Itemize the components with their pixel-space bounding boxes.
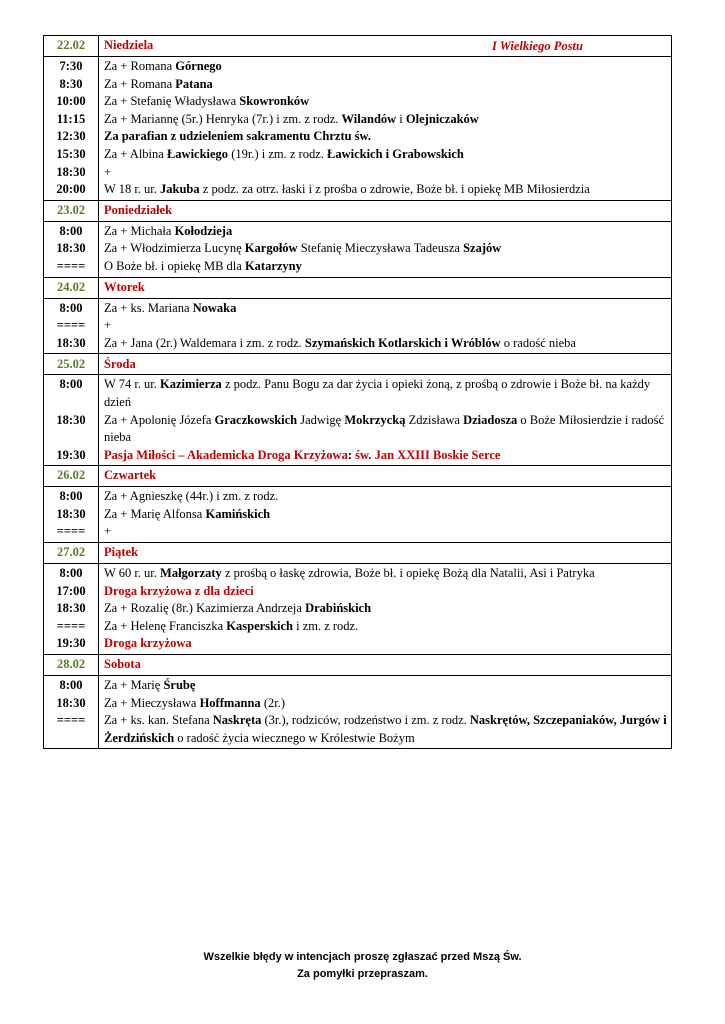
intention-text: z prośbą o łaskę zdrowia, Boże bł. i opiekę Bożą dla Natalii, Asi i Patryka — [221, 566, 595, 581]
name-emphasis: : — [347, 447, 356, 462]
footer-line-2: Za pomyłki przepraszam. — [297, 968, 428, 980]
name-emphasis: Górnego — [175, 59, 222, 73]
day-date: 27.02 — [44, 543, 99, 564]
name-emphasis: Mokrzycką — [344, 412, 406, 427]
day-header-row — [44, 36, 672, 57]
intention-text: Za + ks. Mariana — [104, 300, 193, 315]
mass-times — [44, 375, 99, 466]
day-name: Środa — [104, 356, 136, 371]
mass-time: 18:30 — [56, 335, 86, 350]
mass-time: 18:30 — [56, 164, 86, 179]
mass-time: ==== — [56, 258, 86, 273]
mass-times — [44, 57, 99, 201]
intentions — [99, 676, 672, 749]
mass-time: 8:00 — [59, 489, 83, 504]
mass-time: 18:30 — [56, 506, 86, 521]
mass-time: 18:30 — [56, 695, 86, 710]
intention-text: + — [104, 524, 112, 539]
highlight-text: Droga krzyżowa z dla dzieci — [104, 583, 254, 598]
day-date: 28.02 — [44, 655, 99, 676]
name-emphasis: Ławickiego — [166, 146, 229, 161]
day-name-cell — [99, 466, 672, 487]
intention-line — [104, 412, 667, 447]
intention-text: Za + Albina — [104, 146, 167, 161]
mass-time: ==== — [56, 318, 86, 333]
intention-text: Za + Włodzimierza Lucynę — [104, 241, 245, 256]
day-header-row — [44, 655, 672, 676]
name-emphasis: Nowaka — [192, 300, 237, 315]
intention-line — [104, 583, 667, 601]
intention-text: Za + Marię Alfonsa — [104, 506, 206, 521]
mass-time: 8:00 — [59, 566, 83, 581]
footer-line-1: Wszelkie błędy w intencjach proszę zgłaszać przed Mszą Św. — [203, 951, 522, 963]
day-name: Poniedziałek — [104, 202, 173, 217]
day-header-row — [44, 277, 672, 298]
intention-text: z podz. Panu Bogu za dar życia i opieki żoną, z prośbą o zdrowie i Boże bł. na każdy dzień — [104, 377, 651, 409]
intention-text: Za + Helenę Franciszka — [104, 618, 227, 633]
day-intentions-row — [44, 564, 672, 655]
intention-line — [104, 565, 667, 583]
intention-text: (19r.) i zm. z rodz. — [228, 146, 327, 161]
intention-text: W 60 r. ur. — [104, 566, 161, 581]
mass-times — [44, 676, 99, 749]
mass-time: 7:30 — [59, 59, 83, 73]
mass-time: ==== — [56, 713, 86, 728]
mass-time: 18:30 — [56, 601, 86, 616]
intention-line — [104, 58, 667, 76]
day-header-row — [44, 354, 672, 375]
name-emphasis: Szajów — [463, 241, 502, 256]
intention-line — [104, 258, 667, 276]
mass-time — [44, 429, 98, 447]
intention-text: Stefanię Mieczysława Tadeusza — [297, 241, 464, 256]
name-emphasis: Ławickich i Grabowskich — [327, 146, 464, 161]
name-emphasis: Śrubę — [163, 678, 196, 693]
mass-time: 17:00 — [56, 583, 86, 598]
highlight-text: Droga krzyżowa — [104, 636, 192, 651]
intention-text: Za + Mariannę (5r.) Henryka (7r.) i zm. z rodz. — [104, 111, 342, 126]
day-name-cell — [99, 543, 672, 564]
name-emphasis: Skowronków — [239, 94, 310, 109]
mass-times — [44, 221, 99, 277]
intention-text: Za + Mieczysława — [104, 695, 200, 710]
mass-time: 15:30 — [56, 146, 86, 161]
intention-text: W 74 r. ur. — [104, 377, 161, 392]
day-name-cell — [99, 200, 672, 221]
day-name-cell — [99, 277, 672, 298]
intention-text: z podz. za otrz. łaski i z prośba o zdrowie, Boże bł. i opiekę MB Miłosierdzia — [199, 182, 590, 197]
intentions — [99, 298, 672, 354]
intention-line — [104, 335, 667, 353]
mass-time: ==== — [56, 524, 86, 539]
intention-text: i zm. z rodz. — [292, 618, 359, 633]
intentions — [99, 487, 672, 543]
day-intentions-row — [44, 298, 672, 354]
intention-line — [104, 600, 667, 618]
intention-line — [104, 523, 667, 541]
intentions — [99, 221, 672, 277]
intention-line — [104, 488, 667, 506]
mass-time: 20:00 — [56, 182, 86, 197]
intention-line — [104, 618, 667, 636]
day-name: Sobota — [104, 657, 141, 672]
intention-line — [104, 447, 667, 465]
intention-line — [104, 76, 667, 94]
day-date: 26.02 — [44, 466, 99, 487]
intention-line — [104, 376, 667, 411]
mass-time: ==== — [56, 618, 86, 633]
intention-text: Za + Romana — [104, 76, 176, 91]
mass-time — [44, 394, 98, 412]
day-intentions-row — [44, 221, 672, 277]
day-header-row — [44, 466, 672, 487]
mass-intentions-table — [43, 35, 672, 749]
day-header-row — [44, 543, 672, 564]
intention-line — [104, 128, 667, 146]
name-emphasis: Kołodzieja — [174, 223, 233, 238]
day-intentions-row — [44, 487, 672, 543]
intention-text: Za + Marię — [104, 678, 164, 693]
mass-time: 18:30 — [56, 241, 86, 256]
name-emphasis: Dziadosza — [463, 412, 518, 427]
mass-time: 12:30 — [56, 129, 86, 144]
name-emphasis: Hoffmanna — [199, 695, 261, 710]
intentions — [99, 57, 672, 201]
intention-line — [104, 146, 667, 164]
day-name: Piątek — [104, 545, 139, 560]
intention-line — [104, 223, 667, 241]
mass-time: 8:30 — [59, 76, 83, 91]
name-emphasis: Katarzyny — [244, 258, 302, 273]
name-emphasis: Za parafian z udzieleniem sakramentu Chrztu św. — [104, 129, 372, 144]
day-name: Niedziela — [104, 38, 154, 53]
highlight-text: Pasja Miłości – Akademicka Droga Krzyżowa — [104, 447, 348, 462]
intentions — [99, 375, 672, 466]
intention-line — [104, 181, 667, 199]
intention-text: + — [104, 164, 112, 179]
name-emphasis: Drabińskich — [305, 601, 372, 616]
day-intentions-row — [44, 375, 672, 466]
name-emphasis: Naskrętów, Szczepaniaków, Jurgów i Żerdzińskich — [104, 713, 667, 745]
intention-line — [104, 506, 667, 524]
name-emphasis: Jakuba — [160, 182, 200, 197]
name-emphasis: Kasperskich — [226, 618, 293, 633]
intention-text: (2r.) — [260, 695, 285, 710]
intention-line — [104, 240, 667, 258]
intention-text: Za + Agnieszkę (44r.) i zm. z rodz. — [104, 489, 279, 504]
intention-text: Za + Stefanię Władysława — [104, 94, 240, 109]
name-emphasis: Wilandów — [341, 111, 397, 126]
intention-text: Za + ks. kan. Stefana — [104, 713, 213, 728]
intention-text: + — [104, 318, 112, 333]
mass-time: 10:00 — [56, 94, 86, 109]
intention-line — [104, 317, 667, 335]
name-emphasis: Olejniczaków — [405, 111, 479, 126]
day-date: 23.02 — [44, 200, 99, 221]
day-header-row — [44, 200, 672, 221]
day-date: 25.02 — [44, 354, 99, 375]
intention-text: o radość życia wiecznego w Królestwie Bożym — [174, 730, 415, 745]
intention-line — [104, 300, 667, 318]
intention-line — [104, 93, 667, 111]
intention-text: Za + Rozalię (8r.) Kazimierza Andrzeja — [104, 601, 306, 616]
intention-text: Zdzisława — [405, 412, 464, 427]
mass-times — [44, 487, 99, 543]
mass-time: 19:30 — [56, 636, 86, 651]
mass-time: 8:00 — [59, 223, 83, 238]
mass-times — [44, 564, 99, 655]
intention-text: (3r.), rodziców, rodzeństwo i zm. z rodz. — [261, 713, 470, 728]
intentions-sheet — [43, 35, 671, 749]
intention-line — [104, 635, 667, 653]
intention-text: Za + Romana — [104, 59, 176, 73]
day-name: Wtorek — [104, 279, 145, 294]
intention-text: o Boże Miłosierdzie i radość nieba — [104, 412, 665, 445]
footer-note — [0, 949, 725, 983]
name-emphasis: Naskręta — [212, 713, 262, 728]
intentions — [99, 564, 672, 655]
intention-line — [104, 712, 667, 747]
mass-time: 8:00 — [59, 300, 83, 315]
day-name-cell — [99, 354, 672, 375]
day-date: 24.02 — [44, 277, 99, 298]
mass-time: 8:00 — [59, 377, 83, 392]
intention-text: Za + Apolonię Józefa — [104, 412, 215, 427]
day-name-cell — [99, 655, 672, 676]
intention-line — [104, 111, 667, 129]
name-emphasis: Kargołów — [244, 241, 298, 256]
mass-time: 8:00 — [59, 678, 83, 693]
name-emphasis: Małgorzaty — [160, 566, 222, 581]
intention-line — [104, 677, 667, 695]
day-intentions-row — [44, 57, 672, 201]
liturgical-season: I Wielkiego Postu — [492, 39, 583, 53]
mass-time: 19:30 — [56, 447, 86, 462]
name-emphasis: Kamińskich — [205, 506, 271, 521]
intention-line — [104, 164, 667, 182]
intention-line — [104, 695, 667, 713]
intention-text: Za + Michała — [104, 223, 175, 238]
intention-text: i — [396, 111, 406, 126]
intention-text: W 18 r. ur. — [104, 182, 161, 197]
name-emphasis: Kazimierza — [160, 377, 222, 392]
name-emphasis: Graczkowskich — [214, 412, 298, 427]
name-emphasis: Patana — [175, 76, 213, 91]
day-date: 22.02 — [44, 36, 99, 57]
name-emphasis: Szymańskich Kotlarskich i Wróblów — [304, 335, 501, 350]
mass-time: 11:15 — [56, 111, 86, 126]
day-intentions-row — [44, 676, 672, 749]
intention-text: Jadwigę — [297, 412, 345, 427]
highlight-text: św. Jan XXIII Boskie Serce — [355, 447, 501, 462]
day-name-cell — [99, 36, 672, 57]
intention-text: Za + Jana (2r.) Waldemara i zm. z rodz. — [104, 335, 305, 350]
mass-time: 18:30 — [56, 412, 86, 427]
intention-text: o radość nieba — [500, 335, 576, 350]
intention-text: O Boże bł. i opiekę MB dla — [104, 258, 245, 273]
mass-times — [44, 298, 99, 354]
day-name: Czwartek — [104, 468, 157, 483]
